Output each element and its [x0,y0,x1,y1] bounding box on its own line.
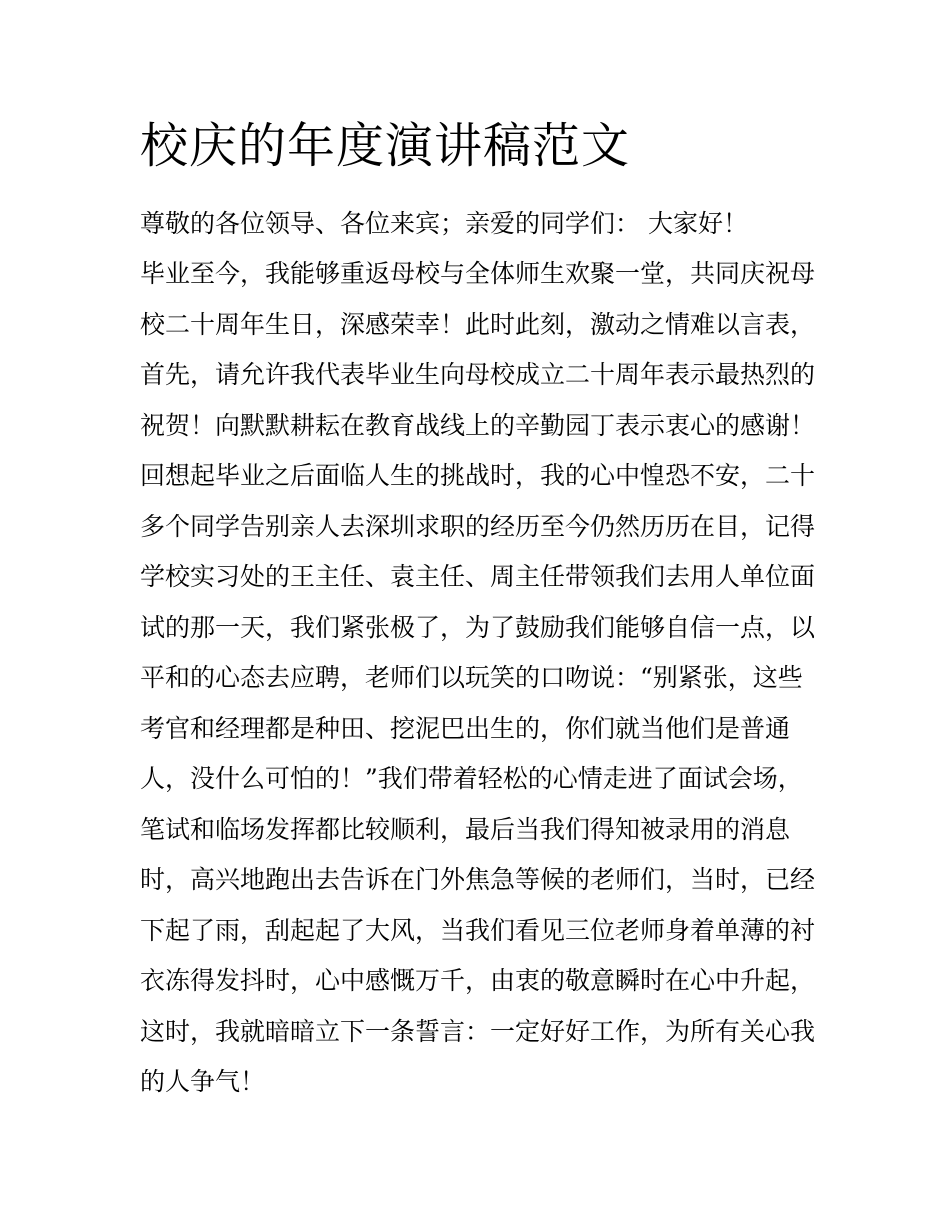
body-line: 的人争气！ [140,1067,266,1096]
body-line: 祝贺！向默默耕耘在教育战线上的辛勤园丁表示衷心的感谢！ [140,411,816,440]
body-line: 人，没什么可怕的！”我们带着轻松的心情走进了面试会场， [140,764,803,793]
body-line: 多个同学告别亲人去深圳求职的经历至今仍然历历在目，记得 [140,512,816,541]
page-title: 校庆的年度演讲稿范文 [140,118,631,174]
body-line: 试的那一天，我们紧张极了，为了鼓励我们能够自信一点，以 [140,613,816,642]
body-line: 考官和经理都是种田、挖泥巴出生的，你们就当他们是普通 [140,714,791,743]
body-line: 毕业至今，我能够重返母校与全体师生欢聚一堂，共同庆祝母 [140,259,816,288]
body-line: 这时，我就暗暗立下一条誓言：一定好好工作，为所有关心我 [140,1017,816,1046]
body-line: 下起了雨，刮起起了大风，当我们看见三位老师身着单薄的衬 [140,916,816,945]
body-line: 学校实习处的王主任、袁主任、周主任带领我们去用人单位面 [140,562,816,591]
body-line: 笔试和临场发挥都比较顺利，最后当我们得知被录用的消息 [140,815,791,844]
body-line: 校二十周年生日，深感荣幸！此时此刻，激动之情难以言表， [140,310,816,339]
body-line: 平和的心态去应聘，老师们以玩笑的口吻说：“别紧张，这些 [140,663,803,692]
body-line: 衣冻得发抖时，心中感慨万千，由衷的敬意瞬时在心中升起， [140,966,816,995]
body-line: 时，高兴地跑出去告诉在门外焦急等候的老师们，当时，已经 [140,865,816,894]
body-line: 尊敬的各位领导、各位来宾；亲爱的同学们： 大家好！ [140,209,748,238]
body-line: 回想起毕业之后面临人生的挑战时，我的心中惶恐不安，二十 [140,461,816,490]
body-line: 首先，请允许我代表毕业生向母校成立二十周年表示最热烈的 [140,360,816,389]
